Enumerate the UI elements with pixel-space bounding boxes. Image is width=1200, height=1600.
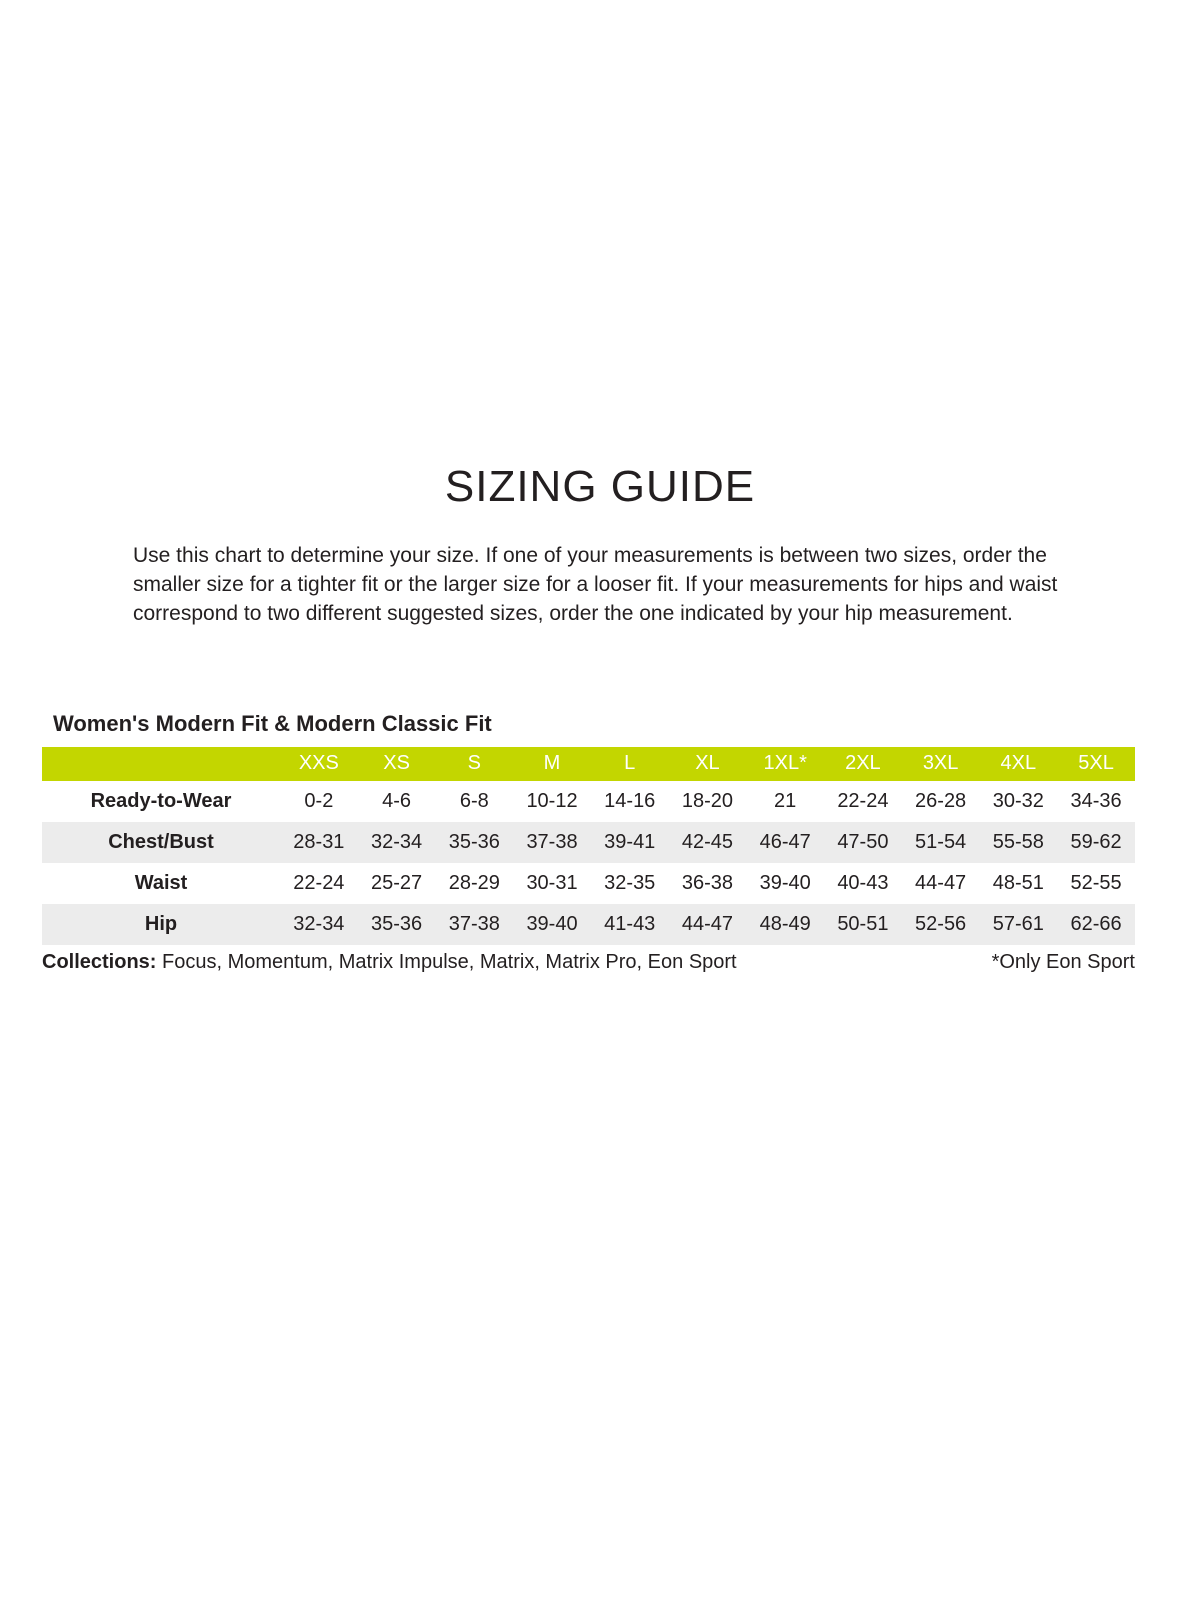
table-cell: 48-49 — [746, 904, 824, 945]
table-cell: 30-31 — [526, 871, 578, 894]
table-cell: 39-40 — [513, 904, 591, 945]
column-header-2xl: 2XL — [824, 747, 902, 781]
column-header-1xlstar: 1XL* — [746, 747, 824, 781]
table-cell: 40-43 — [837, 871, 889, 894]
table-cell: 55-58 — [979, 822, 1057, 863]
page-title: SIZING GUIDE — [444, 462, 756, 511]
column-header-xs: XS — [358, 747, 436, 781]
column-header-3xl: 3XL — [902, 747, 980, 781]
table-cell: 26-28 — [915, 789, 967, 812]
column-header-l: L — [591, 747, 669, 781]
table-cell: 6-8 — [459, 789, 489, 812]
collections-text: Focus, Momentum, Matrix Impulse, Matrix, Matrix Pro, Eon Sport — [162, 950, 737, 973]
table-cell: 41-43 — [591, 904, 669, 945]
table-cell: 22-24 — [837, 789, 889, 812]
table-cell: 10-12 — [526, 789, 578, 812]
column-header-4xl: 4XL — [979, 747, 1057, 781]
table-cell: 44-47 — [915, 871, 967, 894]
sizing-table — [42, 747, 1135, 945]
table-cell: 0-2 — [304, 789, 334, 812]
collections-line — [42, 951, 737, 974]
table-cell: 14-16 — [604, 789, 656, 812]
table-row — [42, 863, 1135, 904]
row-label: Hip — [42, 904, 280, 945]
row-label: Chest/Bust — [42, 822, 280, 863]
table-row — [42, 904, 1135, 945]
section-title: Women's Modern Fit & Modern Classic Fit — [53, 710, 492, 736]
column-header-5xl: 5XL — [1057, 747, 1135, 781]
table-cell: 52-55 — [1070, 871, 1122, 894]
table-cell: 21 — [774, 789, 797, 812]
table-cell: 35-36 — [435, 822, 513, 863]
table-cell: 62-66 — [1057, 904, 1135, 945]
table-cell: 39-40 — [759, 871, 811, 894]
row-label: Waist — [134, 871, 188, 894]
table-cell: 25-27 — [371, 871, 423, 894]
column-header-s: S — [435, 747, 513, 781]
table-cell: 44-47 — [669, 904, 747, 945]
table-cell: 22-24 — [293, 871, 345, 894]
table-cell: 52-56 — [902, 904, 980, 945]
column-header-m: M — [513, 747, 591, 781]
table-cell: 32-34 — [358, 822, 436, 863]
table-footer-line — [42, 951, 1135, 974]
table-cell: 30-32 — [992, 789, 1044, 812]
table-cell: 37-38 — [435, 904, 513, 945]
table-cell: 42-45 — [669, 822, 747, 863]
table-cell: 36-38 — [681, 871, 734, 894]
table-cell: 48-51 — [992, 871, 1044, 894]
table-cell: 37-38 — [513, 822, 591, 863]
table-cell: 34-36 — [1070, 789, 1122, 812]
table-cell: 4-6 — [382, 789, 412, 812]
table-cell: 47-50 — [824, 822, 902, 863]
collections-label: Collections: — [42, 950, 157, 973]
table-row — [42, 822, 1135, 863]
table-cell: 59-62 — [1057, 822, 1135, 863]
table-cell: 18-20 — [681, 789, 734, 812]
footnote: *Only Eon Sport — [991, 950, 1135, 973]
table-header-row — [42, 747, 1135, 781]
table-cell: 28-29 — [448, 871, 500, 894]
table-cell: 32-34 — [280, 904, 358, 945]
table-cell: 35-36 — [358, 904, 436, 945]
intro-paragraph: Use this chart to determine your size. If one of your measurements is between two sizes, order the smaller size for a tighter fit or the larger size for a looser fit. If your measurements for hips and waist correspond to two different suggested sizes, order the one indicated by your hip measurement. — [133, 544, 1058, 625]
table-cell: 57-61 — [979, 904, 1057, 945]
table-cell: 28-31 — [280, 822, 358, 863]
column-header-xxs: XXS — [280, 747, 358, 781]
column-header-xl: XL — [669, 747, 747, 781]
table-row — [42, 781, 1135, 822]
table-cell: 50-51 — [824, 904, 902, 945]
row-label: Ready-to-Wear — [90, 789, 232, 812]
table-cell: 32-35 — [604, 871, 656, 894]
table-cell: 46-47 — [746, 822, 824, 863]
table-cell: 39-41 — [591, 822, 669, 863]
header-empty-cell — [42, 747, 280, 781]
table-cell: 51-54 — [902, 822, 980, 863]
